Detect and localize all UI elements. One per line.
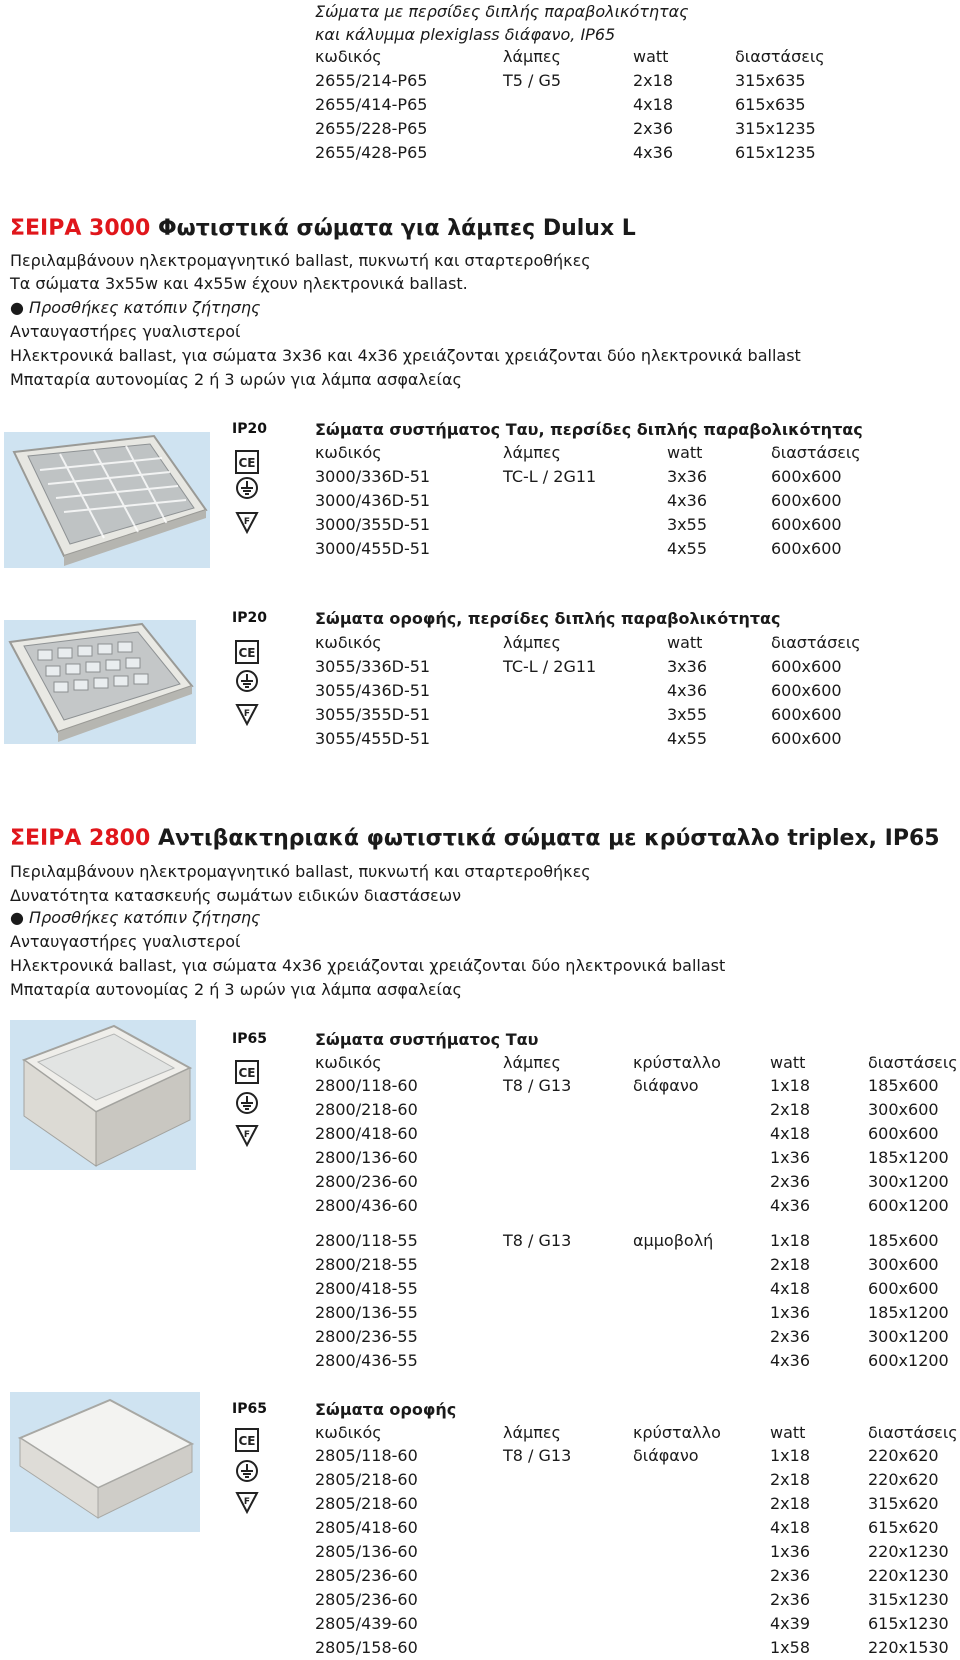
table-cell: 600x1200 (868, 1351, 949, 1370)
column-header: κωδικός (315, 633, 382, 652)
series-3000-extra-2: Ηλεκτρονικά ballast, για σώματα 3x36 και 4x36 χρειάζονται χρειάζονται δύο ηλεκτρονικά ballast (10, 346, 801, 365)
table-cell: 2805/136-60 (315, 1542, 418, 1561)
table-cell: 3000/436D-51 (315, 491, 431, 510)
table-cell: 2x36 (633, 119, 674, 138)
table-cell: 2x36 (770, 1172, 811, 1191)
table-row (315, 1253, 960, 1277)
f-mark-icon (235, 1490, 259, 1518)
product-photo-3000-336 (4, 432, 210, 568)
series-2800-extra-2: Ηλεκτρονικά ballast, για σώματα 4x36 χρειάζονται χρειάζονται δύο ηλεκτρονικά ballast (10, 956, 726, 975)
table-row (315, 93, 960, 117)
table-cell: διάφανο (633, 1446, 699, 1465)
series-2800-extra-3: Μπαταρία αυτονομίας 2 ή 3 ωρών για λάμπα ασφαλείας (10, 980, 462, 999)
table-cell: 2805/439-60 (315, 1614, 418, 1633)
table-cell: 3000/455D-51 (315, 539, 431, 558)
table-cell: 4x39 (770, 1614, 811, 1633)
series-2800-options: ● Προσθήκες κατόπιν ζήτησης (10, 908, 261, 927)
series-3000-heading (10, 216, 636, 241)
table-cell: 615x1235 (735, 143, 816, 162)
table-cell: 185x1200 (868, 1148, 949, 1167)
table-cell: 2x18 (770, 1255, 811, 1274)
table-cell: 4x36 (770, 1196, 811, 1215)
top-title-line1: Σώματα με περσίδες διπλής παραβολικότητας (315, 2, 689, 21)
table-cell: 2x18 (633, 71, 674, 90)
column-header: διαστάσεις (771, 633, 861, 652)
table-header-row (315, 441, 960, 465)
table-cell: 2800/218-55 (315, 1255, 418, 1274)
product-title-3055: Σώματα οροφής, περσίδες διπλής παραβολικότητας (315, 609, 781, 628)
table-cell: 3x36 (667, 467, 708, 486)
series-3000-extra-3: Μπαταρία αυτονομίας 2 ή 3 ωρών για λάμπα ασφαλείας (10, 370, 462, 389)
column-header: κωδικός (315, 1053, 382, 1072)
table-cell: 3055/455D-51 (315, 729, 431, 748)
product-title-2805: Σώματα οροφής (315, 1400, 457, 1419)
table-cell: 4x55 (667, 729, 708, 748)
table-cell: 2805/158-60 (315, 1638, 418, 1657)
table-cell: 2800/118-55 (315, 1231, 418, 1250)
table-cell: 3x36 (667, 657, 708, 676)
table-cell: 2800/436-55 (315, 1351, 418, 1370)
table-row (315, 1564, 960, 1588)
f-mark-icon (235, 702, 259, 730)
svg-text:F: F (243, 517, 251, 527)
table-cell: 3x55 (667, 515, 708, 534)
table-cell: 2655/228-P65 (315, 119, 428, 138)
table-cell: 2805/236-60 (315, 1566, 418, 1585)
table-cell: 300x1200 (868, 1172, 949, 1191)
svg-text:CE: CE (238, 1066, 256, 1080)
table-cell: 1x36 (770, 1303, 811, 1322)
product-photo-2805 (10, 1392, 200, 1532)
table-cell: T8 / G13 (503, 1076, 572, 1095)
table-row (315, 1194, 960, 1218)
table-cell: 2x18 (770, 1100, 811, 1119)
series-3000-desc-2: Τα σώματα 3x55w και 4x55w έχουν ηλεκτρονικά ballast. (10, 274, 468, 293)
column-header: λάμπες (503, 633, 561, 652)
table-cell: 4x18 (770, 1279, 811, 1298)
ce-mark-icon (235, 640, 259, 668)
table-cell: 600x600 (868, 1279, 939, 1298)
table-cell: 3000/355D-51 (315, 515, 431, 534)
column-header: λάμπες (503, 443, 561, 462)
table-row (315, 1277, 960, 1301)
table-cell: 3055/355D-51 (315, 705, 431, 724)
table-row (315, 465, 960, 489)
column-header: κωδικός (315, 47, 382, 66)
f-mark-icon (235, 1123, 259, 1151)
table-cell: 4x36 (770, 1351, 811, 1370)
table-cell: 2x18 (770, 1470, 811, 1489)
ce-mark-icon (235, 450, 259, 478)
ip-rating-badge: IP20 (232, 421, 267, 437)
table-cell: 1x18 (770, 1446, 811, 1465)
ce-mark-icon (235, 1060, 259, 1088)
table-cell: 315x1235 (735, 119, 816, 138)
ip-rating-badge: IP20 (232, 610, 267, 626)
table-cell: 2800/418-60 (315, 1124, 418, 1143)
svg-text:CE: CE (238, 646, 256, 660)
table-row (315, 655, 960, 679)
ip-rating-badge: IP65 (232, 1401, 267, 1417)
table-cell: 600x600 (771, 657, 842, 676)
table-cell: 315x1230 (868, 1590, 949, 1609)
svg-text:F: F (243, 709, 251, 719)
table-row (315, 1122, 960, 1146)
table-header-row (315, 1051, 960, 1075)
table-cell: 185x600 (868, 1231, 939, 1250)
series-2800-title: Αντιβακτηριακά φωτιστικά σώματα με κρύσταλλο triplex, IP65 (157, 826, 940, 851)
table-cell: 1x36 (770, 1148, 811, 1167)
table-row (315, 513, 960, 537)
table-cell: 2800/118-60 (315, 1076, 418, 1095)
table-row (315, 1492, 960, 1516)
table-row (315, 703, 960, 727)
column-header: κωδικός (315, 443, 382, 462)
table-cell: 4x36 (667, 681, 708, 700)
table-row (315, 1516, 960, 1540)
table-cell: 2800/436-60 (315, 1196, 418, 1215)
table-cell: 4x36 (633, 143, 674, 162)
table-cell: 600x600 (771, 515, 842, 534)
table-cell: 615x620 (868, 1518, 939, 1537)
table-cell: 220x1530 (868, 1638, 949, 1657)
table-cell: αμμοβολή (633, 1231, 714, 1250)
table-row (315, 1229, 960, 1253)
ground-icon (235, 1091, 259, 1119)
table-cell: 4x18 (770, 1518, 811, 1537)
column-header: διαστάσεις (735, 47, 825, 66)
table-cell: 2805/118-60 (315, 1446, 418, 1465)
column-header: watt (770, 1423, 806, 1442)
svg-text:F: F (243, 1497, 251, 1507)
column-header: λάμπες (503, 47, 561, 66)
table-row (315, 1349, 960, 1373)
column-header: λάμπες (503, 1053, 561, 1072)
series-3000-options: ● Προσθήκες κατόπιν ζήτησης (10, 298, 261, 317)
column-header: watt (633, 47, 669, 66)
table-row (315, 141, 960, 165)
table-cell: 300x600 (868, 1255, 939, 1274)
column-header: κωδικός (315, 1423, 382, 1442)
table-cell: 600x600 (771, 467, 842, 486)
column-header: διαστάσεις (868, 1053, 958, 1072)
column-header: watt (667, 633, 703, 652)
table-cell: 2x36 (770, 1327, 811, 1346)
series-2800-heading (10, 826, 940, 851)
table-row (315, 537, 960, 561)
table-cell: 220x620 (868, 1470, 939, 1489)
table-cell: 3x55 (667, 705, 708, 724)
table-cell: 600x600 (868, 1124, 939, 1143)
table-cell: 1x18 (770, 1231, 811, 1250)
table-cell: 2800/236-60 (315, 1172, 418, 1191)
column-header: κρύσταλλο (633, 1423, 721, 1442)
series-3000-desc-1: Περιλαμβάνουν ηλεκτρομαγνητικό ballast, πυκνωτή και σταρτεροθήκες (10, 251, 591, 270)
f-mark-icon (235, 510, 259, 538)
column-header: λάμπες (503, 1423, 561, 1442)
table-cell: 600x600 (771, 539, 842, 558)
table-cell: 2805/236-60 (315, 1590, 418, 1609)
svg-text:F: F (243, 1130, 251, 1140)
series-2800-extra-1: Ανταυγαστήρες γυαλιστεροί (10, 932, 241, 951)
table-cell: 615x635 (735, 95, 806, 114)
series-3000-title: Φωτιστικά σώματα για λάμπες Dulux L (157, 216, 636, 241)
table-cell: 2800/136-55 (315, 1303, 418, 1322)
table-row (315, 727, 960, 751)
table-cell: 185x1200 (868, 1303, 949, 1322)
table-cell: 300x600 (868, 1100, 939, 1119)
table-row (315, 117, 960, 141)
ground-icon (235, 476, 259, 504)
table-cell: 2800/236-55 (315, 1327, 418, 1346)
column-header: watt (667, 443, 703, 462)
table-cell: 2805/418-60 (315, 1518, 418, 1537)
table-row (315, 69, 960, 93)
table-cell: 2x36 (770, 1566, 811, 1585)
table-row (315, 1468, 960, 1492)
ip-rating-badge: IP65 (232, 1031, 267, 1047)
table-header-row (315, 45, 960, 69)
table-cell: 1x18 (770, 1076, 811, 1095)
table-cell: 2x18 (770, 1494, 811, 1513)
table-cell: 2x36 (770, 1590, 811, 1609)
table-cell: 2800/418-55 (315, 1279, 418, 1298)
table-cell: 4x36 (667, 491, 708, 510)
table-row (315, 1074, 960, 1098)
table-row (315, 1170, 960, 1194)
table-cell: 4x18 (633, 95, 674, 114)
table-cell: 3055/436D-51 (315, 681, 431, 700)
table-cell: 600x600 (771, 705, 842, 724)
table-cell: 3000/336D-51 (315, 467, 431, 486)
table-cell: 2805/218-60 (315, 1470, 418, 1489)
table-cell: T5 / G5 (503, 71, 562, 90)
table-cell: 220x1230 (868, 1566, 949, 1585)
table-cell: 2805/218-60 (315, 1494, 418, 1513)
table-row (315, 1146, 960, 1170)
table-row (315, 1444, 960, 1468)
product-title-3000-336: Σώματα συστήματος Ταυ, περσίδες διπλής παραβολικότητας (315, 420, 863, 439)
table-cell: 600x1200 (868, 1196, 949, 1215)
table-cell: 600x600 (771, 681, 842, 700)
table-cell: TC-L / 2G11 (503, 467, 597, 486)
ground-icon (235, 1459, 259, 1487)
series-2800-desc-2: Δυνατότητα κατασκευής σωμάτων ειδικών διαστάσεων (10, 886, 462, 905)
table-cell: 2800/218-60 (315, 1100, 418, 1119)
table-cell: 1x36 (770, 1542, 811, 1561)
table-row (315, 489, 960, 513)
top-title-line2: και κάλυμμα plexiglass διάφανο, IP65 (315, 25, 616, 44)
table-cell: 315x620 (868, 1494, 939, 1513)
product-photo-3055 (4, 620, 196, 744)
table-cell: 2655/414-P65 (315, 95, 428, 114)
table-cell: 2655/214-P65 (315, 71, 428, 90)
svg-text:CE: CE (238, 456, 256, 470)
ce-mark-icon (235, 1428, 259, 1456)
table-cell: 600x600 (771, 491, 842, 510)
ground-icon (235, 669, 259, 697)
table-cell: 300x1200 (868, 1327, 949, 1346)
column-header: watt (770, 1053, 806, 1072)
table-row (315, 1588, 960, 1612)
table-header-row (315, 1421, 960, 1445)
table-row (315, 1098, 960, 1122)
column-header: διαστάσεις (771, 443, 861, 462)
table-cell: 185x600 (868, 1076, 939, 1095)
table-header-row (315, 631, 960, 655)
table-row (315, 1301, 960, 1325)
table-row (315, 679, 960, 703)
table-cell: 615x1230 (868, 1614, 949, 1633)
table-cell: 315x635 (735, 71, 806, 90)
product-photo-2800 (10, 1020, 196, 1170)
table-row (315, 1612, 960, 1636)
table-cell: TC-L / 2G11 (503, 657, 597, 676)
table-cell: 600x600 (771, 729, 842, 748)
table-cell: T8 / G13 (503, 1446, 572, 1465)
table-cell: 4x18 (770, 1124, 811, 1143)
table-row (315, 1540, 960, 1564)
series-2800-desc-1: Περιλαμβάνουν ηλεκτρομαγνητικό ballast, πυκνωτή και σταρτεροθήκες (10, 862, 591, 881)
column-header: κρύσταλλο (633, 1053, 721, 1072)
series-2800-label: ΣΕΙΡΑ 2800 (10, 826, 151, 851)
column-header: διαστάσεις (868, 1423, 958, 1442)
product-title-2800: Σώματα συστήματος Ταυ (315, 1030, 539, 1049)
table-cell: διάφανο (633, 1076, 699, 1095)
series-3000-extra-1: Ανταυγαστήρες γυαλιστεροί (10, 322, 241, 341)
svg-text:CE: CE (238, 1434, 256, 1448)
table-cell: 220x620 (868, 1446, 939, 1465)
table-row (315, 1636, 960, 1660)
table-cell: 220x1230 (868, 1542, 949, 1561)
table-cell: 4x55 (667, 539, 708, 558)
table-cell: 2800/136-60 (315, 1148, 418, 1167)
table-row (315, 1325, 960, 1349)
table-cell: T8 / G13 (503, 1231, 572, 1250)
table-cell: 2655/428-P65 (315, 143, 428, 162)
table-cell: 1x58 (770, 1638, 811, 1657)
series-3000-label: ΣΕΙΡΑ 3000 (10, 216, 151, 241)
table-cell: 3055/336D-51 (315, 657, 431, 676)
